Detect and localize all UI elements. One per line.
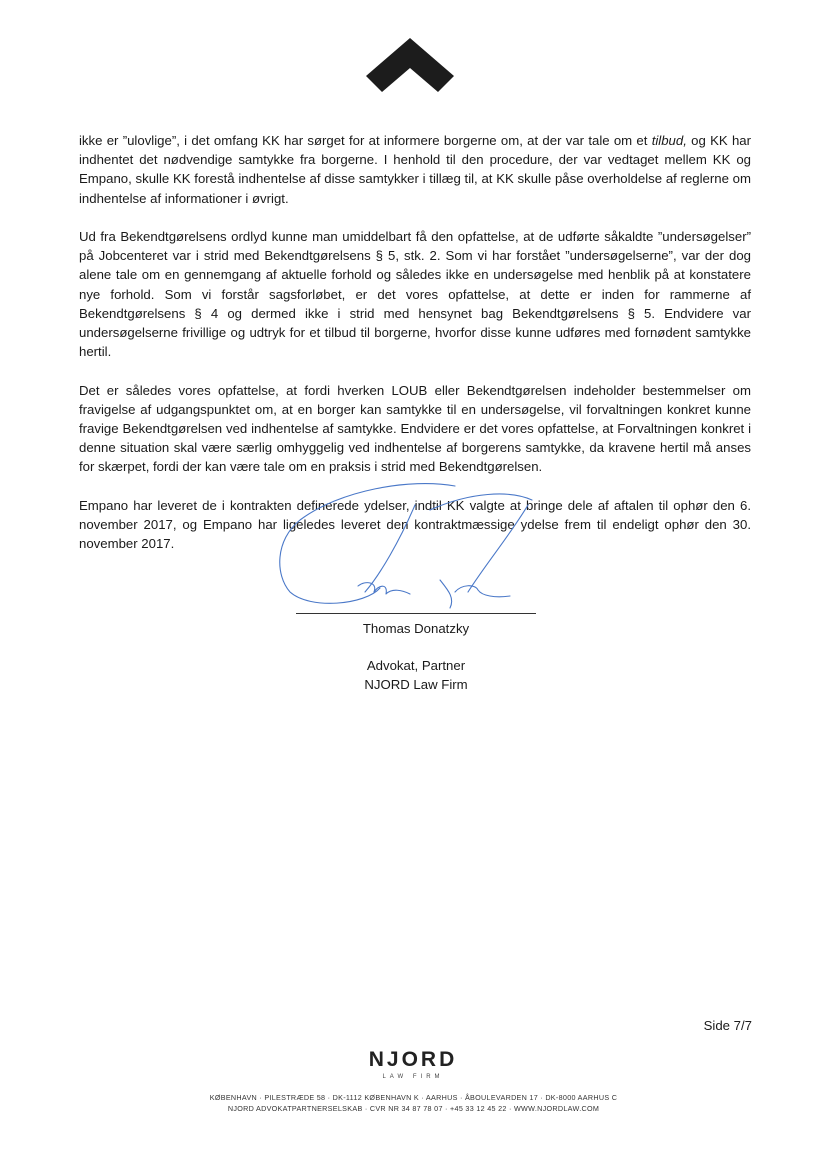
letter-paragraph [79, 227, 751, 361]
letter-paragraph [79, 381, 751, 477]
signatory-name: Thomas Donatzky [362, 621, 470, 636]
text-run: ikke er ”ulovlige”, i det omfang KK har sørget for at informere borgerne om, at der var tale om et [79, 133, 652, 148]
signatory-firm: NJORD Law Firm [364, 677, 468, 692]
footer-address-line-1: KØBENHAVN · PILESTRÆDE 58 · DK-1112 KØBENHAVN K · AARHUS · ÅBOULEVARDEN 17 · DK-8000 AARHUS C [209, 1093, 618, 1102]
letter-paragraph [79, 131, 751, 208]
signatory-title: Advokat, Partner [366, 658, 466, 673]
handwritten-signature [270, 480, 550, 620]
italic-text-run: tilbud, [651, 133, 687, 148]
njord-chevron-logo-icon [366, 38, 454, 92]
text-run: Ud fra Bekendtgørelsens ordlyd kunne man umiddelbart få den opfattelse, at de udførte såkaldte ”undersøgelser” på Jobcenteret var i strid med Bekendtgørelsens § 5, stk. 2. Som vi har forstået ”undersøgelserne”, var der dog alene tale om en gennemgang af aktuelle forhold og således ikke en undersøgelse med henblik på at konstatere nye forhold. Som vi forstår sagsforløbet, er det vores opfattelse, at dette er inden for rammerne af Bekendtgørelsens § 4 og dermed ikke i strid med hensynet bag Bekendtgørelsens § 5. Endvidere var undersøgelserne frivillige og udtryk for et tilbud til borgerne, hvorfor disse kunne udføres med fornødent samtykke hertil. [79, 229, 751, 360]
text-run: og KK har indhentet det nødvendige samtykke fra borgerne. I henhold til den procedure, der var vedtaget mellem KK og Empano, skulle KK forestå indhentelse af disse samtykker i tillæg til, at KK skulle påse overholdelse af reglerne om indhentelse af informationer i øvrigt. [79, 133, 751, 206]
signature-line [296, 613, 536, 614]
page-number: Side 7/7 [703, 1018, 752, 1033]
footer-brand-logo: NJORD [368, 1048, 458, 1071]
text-run: Det er således vores opfattelse, at fordi hverken LOUB eller Bekendtgørelsen indeholder bestemmelser om fravigelse af udgangspunktet om, at en borger kan samtykke til en undersøgelse, vil forvaltningen konkret kunne fravige Bekendtgørelsen ved indhentelse af samtykke. Endvidere er det vores opfattelse, at Forvaltningen konkret i denne situation skal være særlig omhyggelig ved indhentelse af borgerens samtykke, da kravene hertil må anses for skærpet, fordi der kan være tale om en praksis i strid med Bekendtgørelsen. [79, 382, 751, 475]
footer-address-line-2: NJORD ADVOKATPARTNERSELSKAB · CVR NR 34 87 78 07 · +45 33 12 45 22 · WWW.NJORDLAW.COM [227, 1104, 600, 1113]
text-run: Empano har leveret de i kontrakten definerede ydelser, indtil KK valgte at bringe dele af aftalen til ophør den 6. november 2017, og Empano har ligeledes leveret den kontraktmæssige ydelse frem til endeligt ophør den 30. november 2017. [79, 497, 751, 552]
footer-brand-subtitle: LAW FIRM [382, 1074, 444, 1080]
